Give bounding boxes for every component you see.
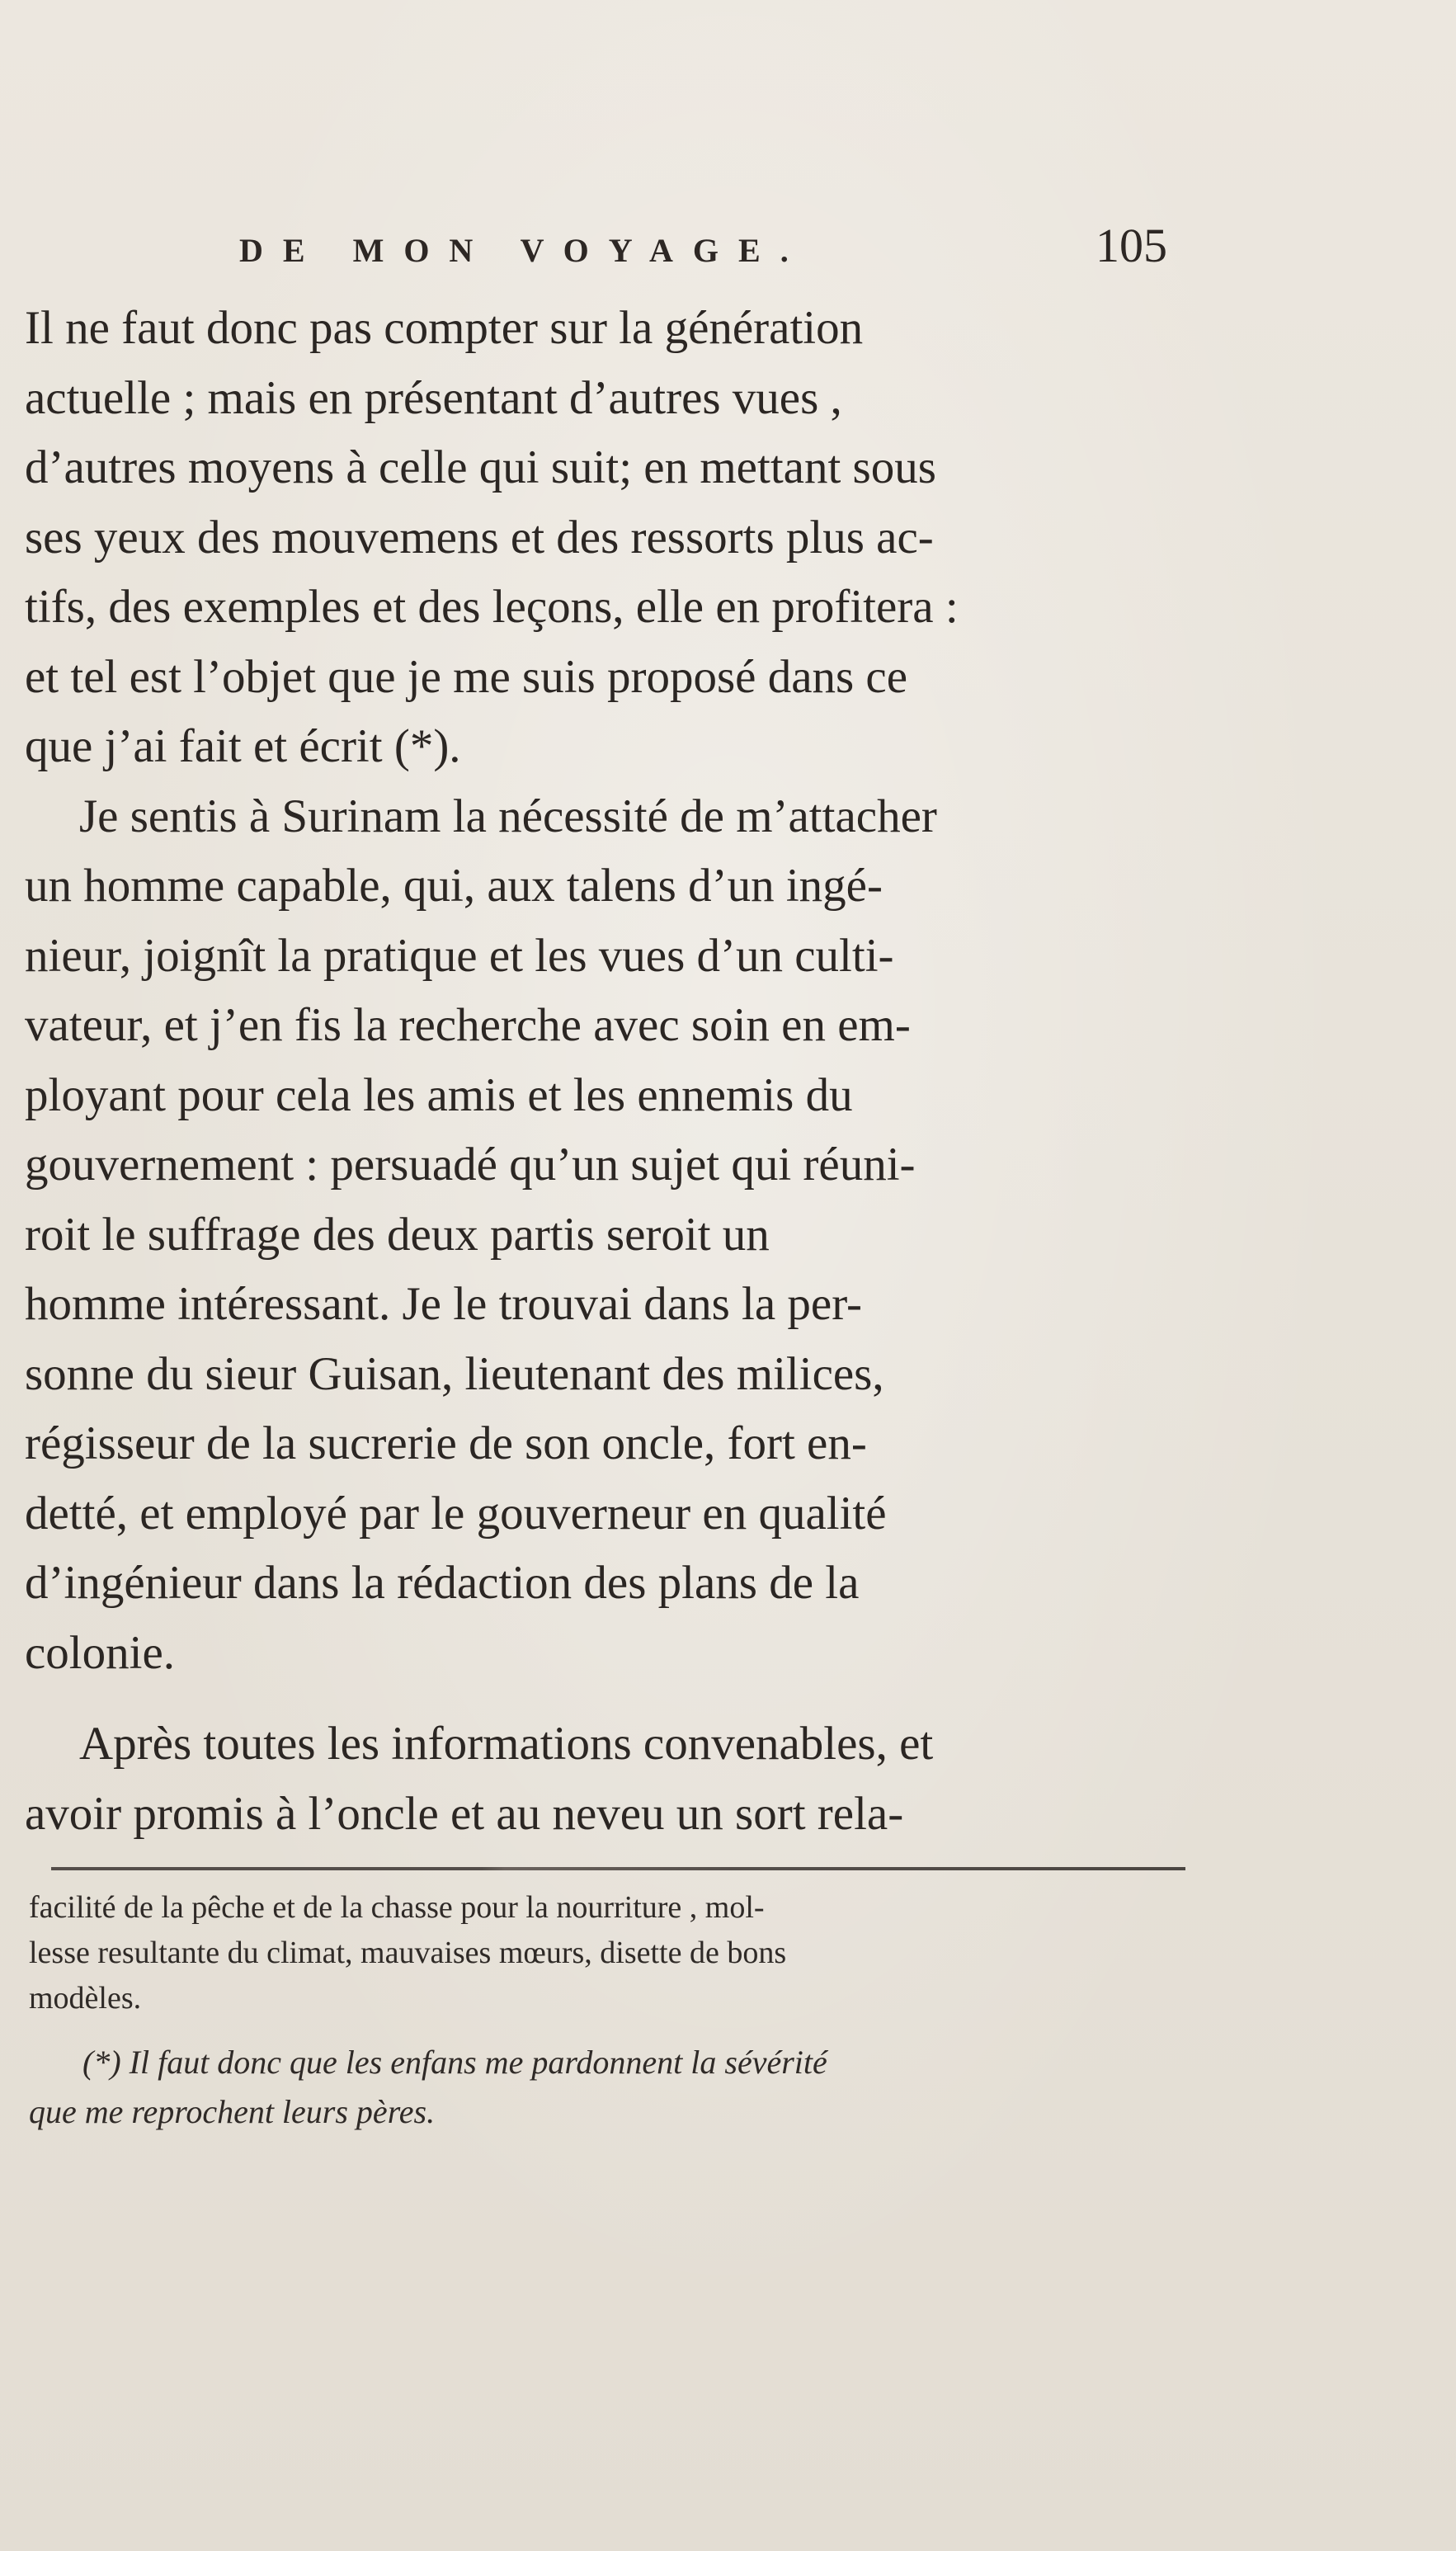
paragraph-start-line: Après toutes les informations convenables, et	[79, 1718, 934, 1770]
text-line: que j’ai fait et écrit (*).	[25, 720, 461, 772]
text-line: actuelle ; mais en présentant d’autres vues ,	[25, 371, 842, 424]
text-line: vateur, et j’en fis la recherche avec soin en em-	[25, 999, 911, 1051]
text-line: homme intéressant. Je le trouvai dans la per-	[25, 1278, 863, 1330]
footnotes	[29, 1885, 1184, 2137]
text-line: Il ne faut donc pas compter sur la génération	[25, 302, 864, 354]
paragraph-start-line: Je sentis à Surinam la nécessité de m’attacher	[79, 790, 937, 842]
text-line: un homme capable, qui, aux talens d’un ingé-	[25, 860, 883, 912]
text-line: ployant pour cela les amis et les ennemis du	[25, 1068, 853, 1121]
running-head	[239, 216, 1167, 282]
footnote-line: facilité de la pêche et de la chasse pour la nourriture , mol-	[29, 1890, 765, 1925]
running-title: DE MON VOYAGE.	[239, 232, 808, 269]
footnote-line: que me reprochent leurs pères.	[29, 2093, 436, 2130]
text-line: avoir promis à l’oncle et au neveu un sort rela-	[25, 1787, 904, 1840]
text-line: d’autres moyens à celle qui suit; en mettant sous	[25, 441, 936, 493]
text-line: et tel est l’objet que je me suis proposé dans ce	[25, 650, 908, 703]
text-line: tifs, des exemples et des leçons, elle en profitera :	[25, 581, 959, 633]
text-line: nieur, joignît la pratique et les vues d’un culti-	[25, 929, 894, 982]
page-number: 105	[1096, 219, 1167, 272]
text-line: gouvernement : persuadé qu’un sujet qui réuni-	[25, 1139, 916, 1191]
footnote-line: lesse resultante du climat, mauvaises mœurs, disette de bons	[29, 1936, 787, 1970]
text-line: colonie.	[25, 1626, 176, 1679]
footnote-line: modèles.	[29, 1981, 142, 2016]
footnote-line: (*) Il faut donc que les enfans me pardonnent la sévérité	[82, 2044, 827, 2081]
footnote-rule	[51, 1867, 1185, 1870]
body-text	[25, 294, 1180, 1849]
text-line: roit le suffrage des deux partis seroit un	[25, 1208, 770, 1261]
text-line: d’ingénieur dans la rédaction des plans de la	[25, 1557, 860, 1609]
text-line: sonne du sieur Guisan, lieutenant des milices,	[25, 1347, 884, 1400]
text-line: régisseur de la sucrerie de son oncle, fort en-	[25, 1417, 867, 1469]
text-line: detté, et employé par le gouverneur en qualité	[25, 1487, 887, 1540]
text-line: ses yeux des mouvemens et des ressorts plus ac-	[25, 511, 934, 563]
